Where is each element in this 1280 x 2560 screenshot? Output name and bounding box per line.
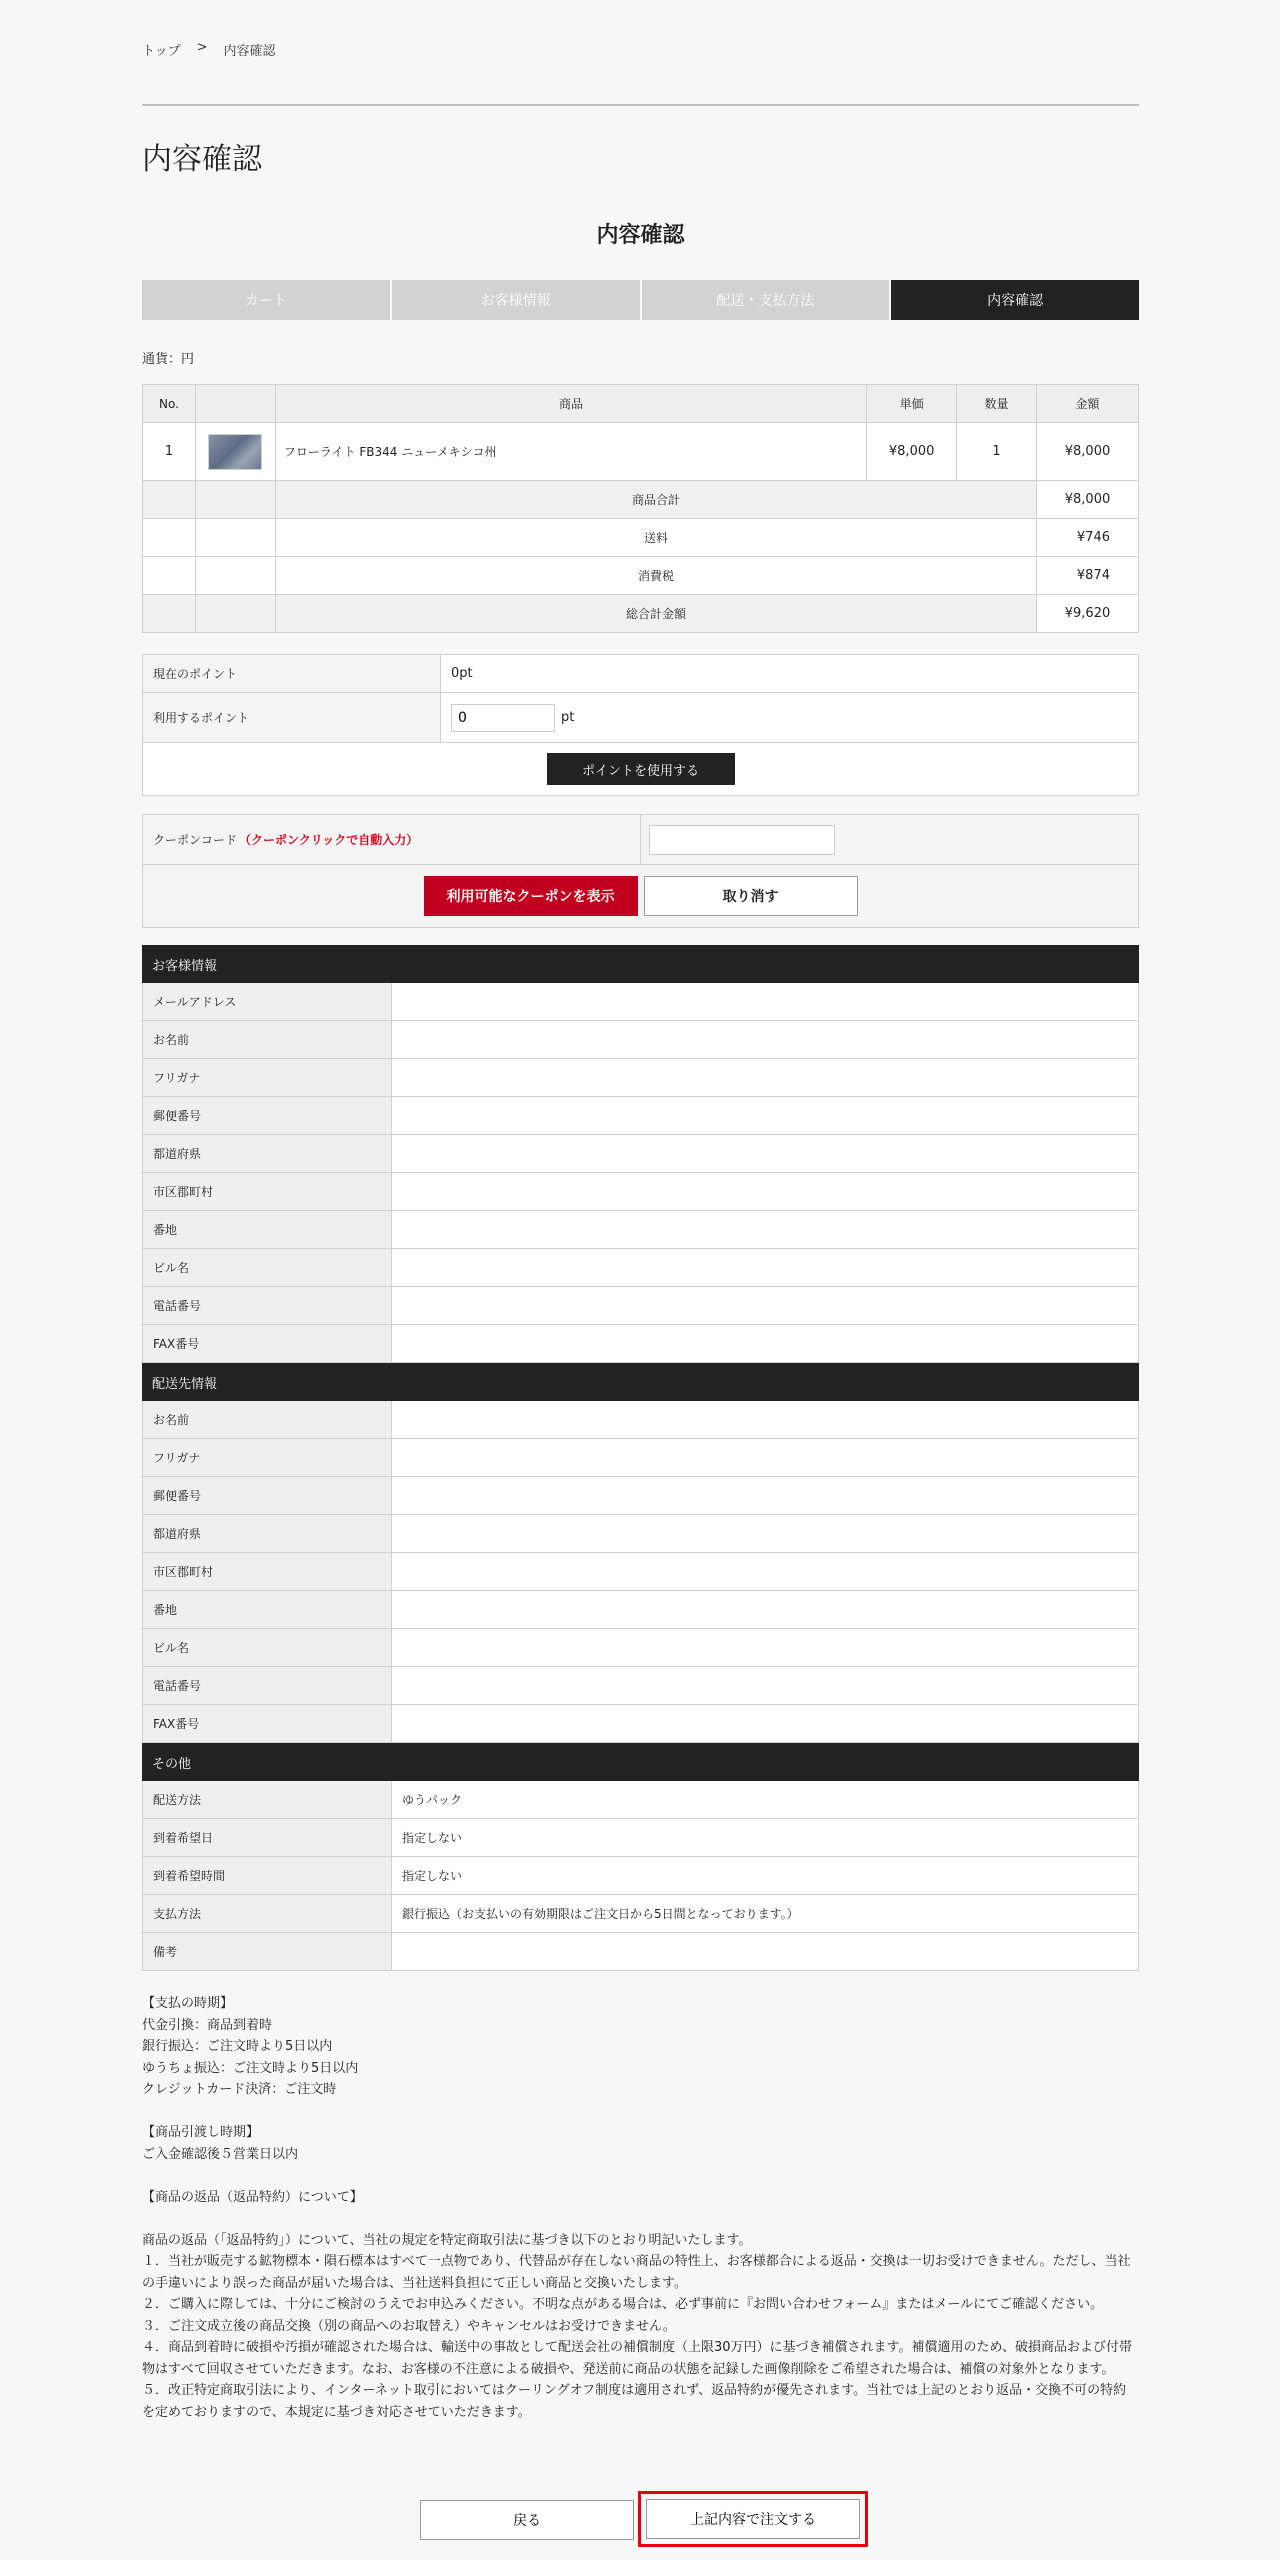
field-value [392, 1591, 1138, 1628]
shipping-row [142, 1705, 1139, 1743]
field-value [392, 1705, 1138, 1742]
customer-info-header: お客様情報 [142, 945, 1139, 983]
item-unit-price: ¥8,000 [867, 423, 957, 481]
field-label: 配送方法 [143, 1781, 392, 1818]
field-label: 市区郡町村 [143, 1553, 392, 1590]
other-row [142, 1895, 1139, 1933]
item-no: 1 [143, 423, 196, 481]
terms-notes: 【支払の時期】 代金引換：商品到着時 銀行振込：ご注文時より5日以内 ゆうちょ振込：ご注文時より5日以内 クレジットカード決済：ご注文時 【商品引渡し時期】 ご入金確認後５営業日以内 【商品の返品（返品特約）について】 商品の返品（「返品特約」）について、当社の規定を特定商取引法に基づき以下のとおり明記いたします。 １．当社が販売する鉱物標本・隕石標本はすべて一点物であり、代替品が存在しない商品の特性上、お客様都合による返品・交換は一切お受けできません。ただし、当社の手違いにより誤った商品が届いた場合は、当社送料負担にて正しい商品と交換いたします。 ２．ご購入に際しては、十分にご検討のうえでお申込みください。不明な点がある場合は、必ず事前に『お問い合わせフォーム』またはメールにてご確認ください。 ３．ご注文成立後の商品交換（別の商品へのお取替え）やキャンセルはお受けできません。 ４．商品到着時に破損や汚損が確認された場合は、輸送中の事故として配送会社の補償制度（上限30万円）に基づき補償されます。補償適用のため、破損商品および付帯物はすべて回収させていただきます。なお、お客様の不注意による破損や、発送前に商品の状態を記録した画像削除をご希望された場合は、補償の対象外となります。 ５．改正特定商取引法により、インターネット取引においてはクーリングオフ制度は適用されず、返品特約が優先されます。当社では上記のとおり返品・交換不可の特約を定めておりますので、本規定に基づき対応させていただきます。 [142, 1996, 1132, 2420]
field-value [392, 1325, 1138, 1362]
summary-value: ¥746 [1037, 519, 1139, 557]
cancel-coupon-button[interactable]: 取り消す [644, 876, 858, 916]
customer-row [142, 1059, 1139, 1097]
points-current-value: 0pt [451, 666, 473, 681]
action-buttons [420, 2500, 868, 2547]
points-use-label: 利用するポイント [143, 693, 441, 742]
breadcrumb-home-link[interactable]: トップ [142, 44, 181, 59]
other-row [142, 1857, 1139, 1895]
coupon-panel [142, 814, 1139, 928]
summary-label: 送料 [275, 519, 1036, 557]
shipping-row [142, 1401, 1139, 1439]
item-name: フローライト FB344 ニューメキシコ州 [275, 423, 866, 481]
currency-label: 通貨：円 [142, 352, 195, 367]
summary-label: 消費税 [275, 557, 1036, 595]
field-value: 銀行振込（お支払いの有効期限はご注文日から5日間となっております。） [402, 1907, 799, 1921]
shipping-row [142, 1439, 1139, 1477]
order-info [142, 945, 1139, 1971]
customer-row [142, 1325, 1139, 1363]
field-label: 都道府県 [143, 1135, 392, 1172]
field-label: フリガナ [143, 1059, 392, 1096]
item-thumbnail-cell [195, 423, 275, 481]
field-value [392, 1515, 1138, 1552]
shipping-row [142, 1515, 1139, 1553]
other-info-header: その他 [142, 1743, 1139, 1781]
field-value [392, 1933, 1138, 1970]
col-unit-price: 単価 [867, 385, 957, 423]
coupon-label: クーポンコード [153, 833, 238, 847]
summary-value: ¥8,000 [1037, 481, 1139, 519]
customer-row [142, 1021, 1139, 1059]
field-label: FAX番号 [143, 1325, 392, 1362]
shipping-row [142, 1667, 1139, 1705]
shipping-row [142, 1477, 1139, 1515]
place-order-button[interactable]: 上記内容で注文する [646, 2499, 860, 2539]
step-confirm: 内容確認 [891, 280, 1139, 320]
field-value [392, 1211, 1138, 1248]
page-title: 内容確認 [142, 142, 262, 177]
field-label: お名前 [143, 1021, 392, 1058]
customer-row [142, 1249, 1139, 1287]
field-label: FAX番号 [143, 1705, 392, 1742]
item-qty: 1 [957, 423, 1037, 481]
coupon-label-cell [143, 815, 641, 864]
field-label: お名前 [143, 1401, 392, 1438]
field-label: メールアドレス [143, 983, 392, 1020]
item-amount: ¥8,000 [1037, 423, 1139, 481]
summary-value: ¥9,620 [1037, 595, 1139, 633]
shipping-row [142, 1553, 1139, 1591]
customer-row [142, 1211, 1139, 1249]
customer-row [142, 1135, 1139, 1173]
field-label: 都道府県 [143, 1515, 392, 1552]
points-panel [142, 654, 1139, 796]
summary-row [143, 519, 1139, 557]
points-button-row [143, 743, 1138, 795]
customer-row [142, 1097, 1139, 1135]
use-points-button[interactable]: ポイントを使用する [547, 753, 735, 785]
col-no: No. [143, 385, 196, 423]
summary-row [143, 481, 1139, 519]
field-value [392, 1059, 1138, 1096]
points-current-row [143, 655, 1138, 693]
field-label: 市区郡町村 [143, 1173, 392, 1210]
breadcrumb-separator: > [196, 40, 208, 55]
checkout-steps [142, 280, 1139, 320]
field-label: フリガナ [143, 1439, 392, 1476]
order-button-highlight [638, 2491, 868, 2547]
summary-value: ¥874 [1037, 557, 1139, 595]
back-button[interactable]: 戻る [420, 2500, 634, 2540]
section-title: 内容確認 [596, 223, 685, 248]
field-value [392, 1021, 1138, 1058]
other-row [142, 1819, 1139, 1857]
field-label: ビル名 [143, 1249, 392, 1286]
field-value [392, 1249, 1138, 1286]
field-label: 番地 [143, 1211, 392, 1248]
field-label: 郵便番号 [143, 1477, 392, 1514]
field-value [392, 1287, 1138, 1324]
field-value [392, 1477, 1138, 1514]
points-use-cell [441, 693, 1138, 742]
summary-row [143, 595, 1139, 633]
cart-table [142, 384, 1139, 633]
summary-label: 商品合計 [275, 481, 1036, 519]
step-cart: カート [142, 280, 392, 320]
other-row [142, 1933, 1139, 1971]
field-value [392, 1439, 1138, 1476]
field-label: 到着希望日 [143, 1819, 392, 1856]
customer-row [142, 1287, 1139, 1325]
step-shipping-payment: 配送・支払方法 [642, 280, 892, 320]
customer-row [142, 983, 1139, 1021]
col-qty: 数量 [957, 385, 1037, 423]
field-label: 郵便番号 [143, 1097, 392, 1134]
show-coupons-button[interactable]: 利用可能なクーポンを表示 [424, 876, 638, 916]
cart-item-row [143, 423, 1139, 481]
product-thumbnail[interactable] [208, 434, 262, 470]
field-label: 番地 [143, 1591, 392, 1628]
field-value [392, 1173, 1138, 1210]
field-label: ビル名 [143, 1629, 392, 1666]
col-thumb [195, 385, 275, 423]
coupon-input[interactable] [649, 825, 835, 855]
field-value [392, 1629, 1138, 1666]
points-input[interactable] [451, 704, 555, 732]
summary-row [143, 557, 1139, 595]
field-label: 支払方法 [143, 1895, 392, 1932]
coupon-hint: （クーポンクリックで自動入力） [239, 833, 419, 847]
field-value [392, 1401, 1138, 1438]
shipping-row [142, 1591, 1139, 1629]
shipping-info-header: 配送先情報 [142, 1363, 1139, 1401]
col-amount: 金額 [1037, 385, 1139, 423]
breadcrumb-current: 内容確認 [223, 44, 276, 59]
field-value [392, 1135, 1138, 1172]
coupon-input-cell [641, 815, 1138, 864]
breadcrumb [142, 40, 276, 59]
field-value: 指定しない [402, 1869, 463, 1883]
points-unit: pt [561, 710, 575, 725]
summary-label: 総合計金額 [275, 595, 1036, 633]
field-value [392, 1553, 1138, 1590]
field-value: 指定しない [402, 1831, 463, 1845]
coupon-button-row [143, 865, 1138, 927]
field-value [392, 1667, 1138, 1704]
points-use-row [143, 693, 1138, 743]
field-value: ゆうパック [402, 1793, 463, 1807]
field-label: 電話番号 [143, 1287, 392, 1324]
field-value [392, 983, 1138, 1020]
field-label: 備考 [143, 1933, 392, 1970]
col-product: 商品 [275, 385, 866, 423]
other-row [142, 1781, 1139, 1819]
shipping-row [142, 1629, 1139, 1667]
field-label: 電話番号 [143, 1667, 392, 1704]
field-value [392, 1097, 1138, 1134]
customer-row [142, 1173, 1139, 1211]
cart-header-row [143, 385, 1139, 423]
points-current-label: 現在のポイント [143, 655, 441, 692]
coupon-row [143, 815, 1138, 865]
field-label: 到着希望時間 [143, 1857, 392, 1894]
step-customer-info: お客様情報 [392, 280, 642, 320]
divider [142, 104, 1139, 106]
